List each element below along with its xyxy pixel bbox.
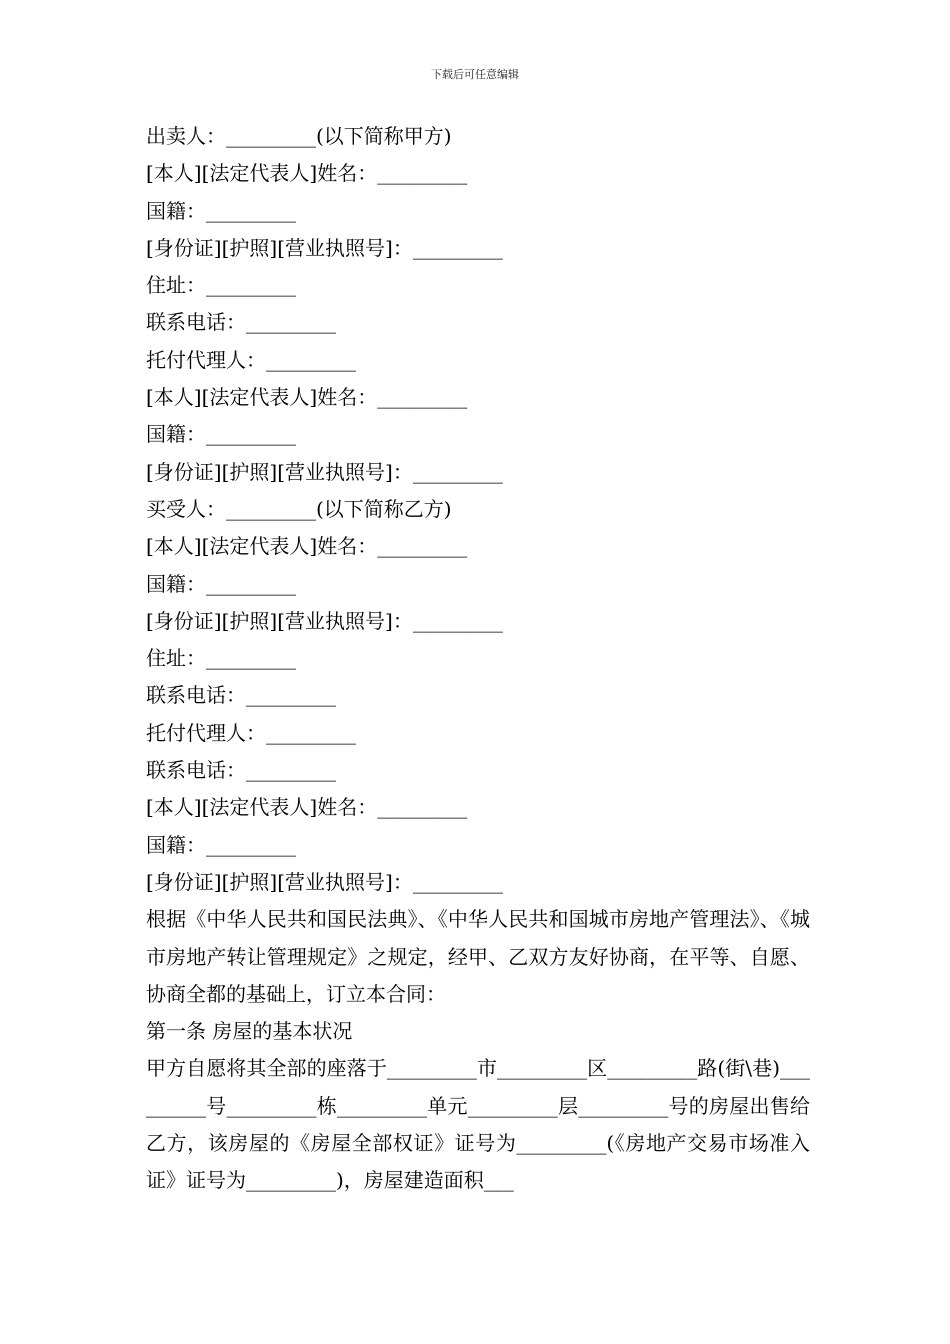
buyer-line: 买受人：_________(以下简称乙方)	[146, 496, 452, 521]
contract-body	[146, 118, 810, 1200]
seller-address-line: 住址：_________	[146, 273, 296, 298]
seller-agent-id-line: [身份证][护照][营业执照号]：_________	[146, 459, 503, 484]
buyer-rep-name-line: [本人][法定代表人]姓名：_________	[146, 534, 468, 559]
article-1-title: 第一条 房屋的基本状况	[146, 1019, 353, 1044]
seller-agent-line: 托付代理人：_________	[146, 347, 356, 372]
header-note: 下载后可任意编辑	[431, 68, 519, 81]
seller-agent-nationality-line: 国籍：_________	[146, 422, 296, 447]
preamble-paragraph: 根据《中华人民共和国民法典》、《中华人民共和国城市房地产管理法》、《城市房地产转让管理规定》之规定，经甲、乙双方友好协商，在平等、自愿、协商全都的基础上，订立本合同：	[146, 907, 810, 1006]
seller-line: 出卖人：_________(以下简称甲方)	[146, 124, 452, 148]
buyer-agent-line: 托付代理人：_________	[146, 720, 356, 745]
buyer-agent-nationality-line: 国籍：_________	[146, 832, 296, 857]
buyer-nationality-line: 国籍：_________	[146, 571, 296, 596]
buyer-agent-rep-name-line: [本人][法定代表人]姓名：_________	[146, 795, 468, 820]
seller-phone-line: 联系电话：_________	[146, 310, 336, 335]
seller-nationality-line: 国籍：_________	[146, 198, 296, 223]
seller-agent-rep-name-line: [本人][法定代表人]姓名：_________	[146, 385, 468, 410]
seller-rep-name-line: [本人][法定代表人]姓名：_________	[146, 161, 468, 186]
article-1-paragraph: 甲方自愿将其全部的座落于_________市_________区_________路(街\巷)_________号_________栋_________单元_________层_________号的房屋出售给乙方，该房屋的《房屋全部权证》证号为_________(《房地产交易市场准入证》证号为_________)，房屋建造面积___	[146, 1056, 810, 1193]
buyer-id-line: [身份证][护照][营业执照号]：_________	[146, 608, 503, 633]
buyer-agent-phone-line: 联系电话：_________	[146, 758, 336, 783]
seller-id-line: [身份证][护照][营业执照号]：_________	[146, 235, 503, 260]
buyer-agent-id-line: [身份证][护照][营业执照号]：_________	[146, 869, 503, 894]
buyer-phone-line: 联系电话：_________	[146, 683, 336, 708]
buyer-address-line: 住址：_________	[146, 646, 296, 671]
